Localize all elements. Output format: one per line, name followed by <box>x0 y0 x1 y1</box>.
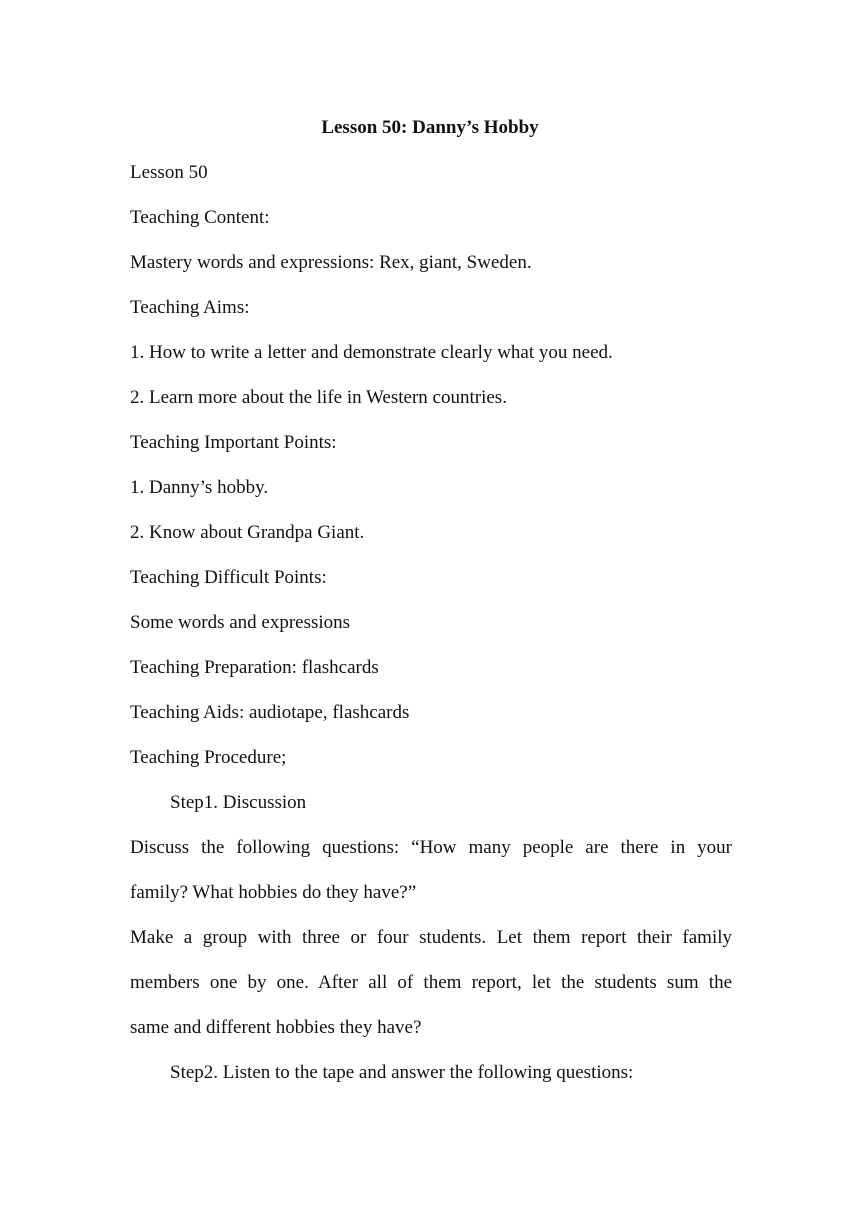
step1-paragraph-line: Discuss the following questions: “How many people are there in your <box>130 837 732 858</box>
step2-heading: Step2. Listen to the tape and answer the following questions: <box>170 1062 634 1083</box>
aim-item-1: 1. How to write a letter and demonstrate clearly what you need. <box>130 342 613 363</box>
step1-paragraph-line: family? What hobbies do they have?” <box>130 882 417 903</box>
heading-important-points: Teaching Important Points: <box>130 432 337 453</box>
content-mastery-words: Mastery words and expressions: Rex, giant, Sweden. <box>130 252 532 273</box>
lesson-number: Lesson 50 <box>130 162 208 183</box>
heading-teaching-procedure: Teaching Procedure; <box>130 747 287 768</box>
teaching-aids: Teaching Aids: audiotape, flashcards <box>130 702 410 723</box>
heading-difficult-points: Teaching Difficult Points: <box>130 567 327 588</box>
aim-item-2: 2. Learn more about the life in Western countries. <box>130 387 507 408</box>
document-title: Lesson 50: Danny’s Hobby <box>321 117 539 138</box>
heading-teaching-content: Teaching Content: <box>130 207 270 228</box>
heading-teaching-aims: Teaching Aims: <box>130 297 250 318</box>
important-point-1: 1. Danny’s hobby. <box>130 477 269 498</box>
step1-heading: Step1. Discussion <box>170 792 307 813</box>
step1-paragraph-line: members one by one. After all of them report, let the students sum the <box>130 972 732 993</box>
step1-paragraph-line: same and different hobbies they have? <box>130 1017 422 1038</box>
important-point-2: 2. Know about Grandpa Giant. <box>130 522 365 543</box>
step1-paragraph-line: Make a group with three or four students. Let them report their family <box>130 927 732 948</box>
teaching-preparation: Teaching Preparation: flashcards <box>130 657 379 678</box>
difficult-points-text: Some words and expressions <box>130 612 351 633</box>
